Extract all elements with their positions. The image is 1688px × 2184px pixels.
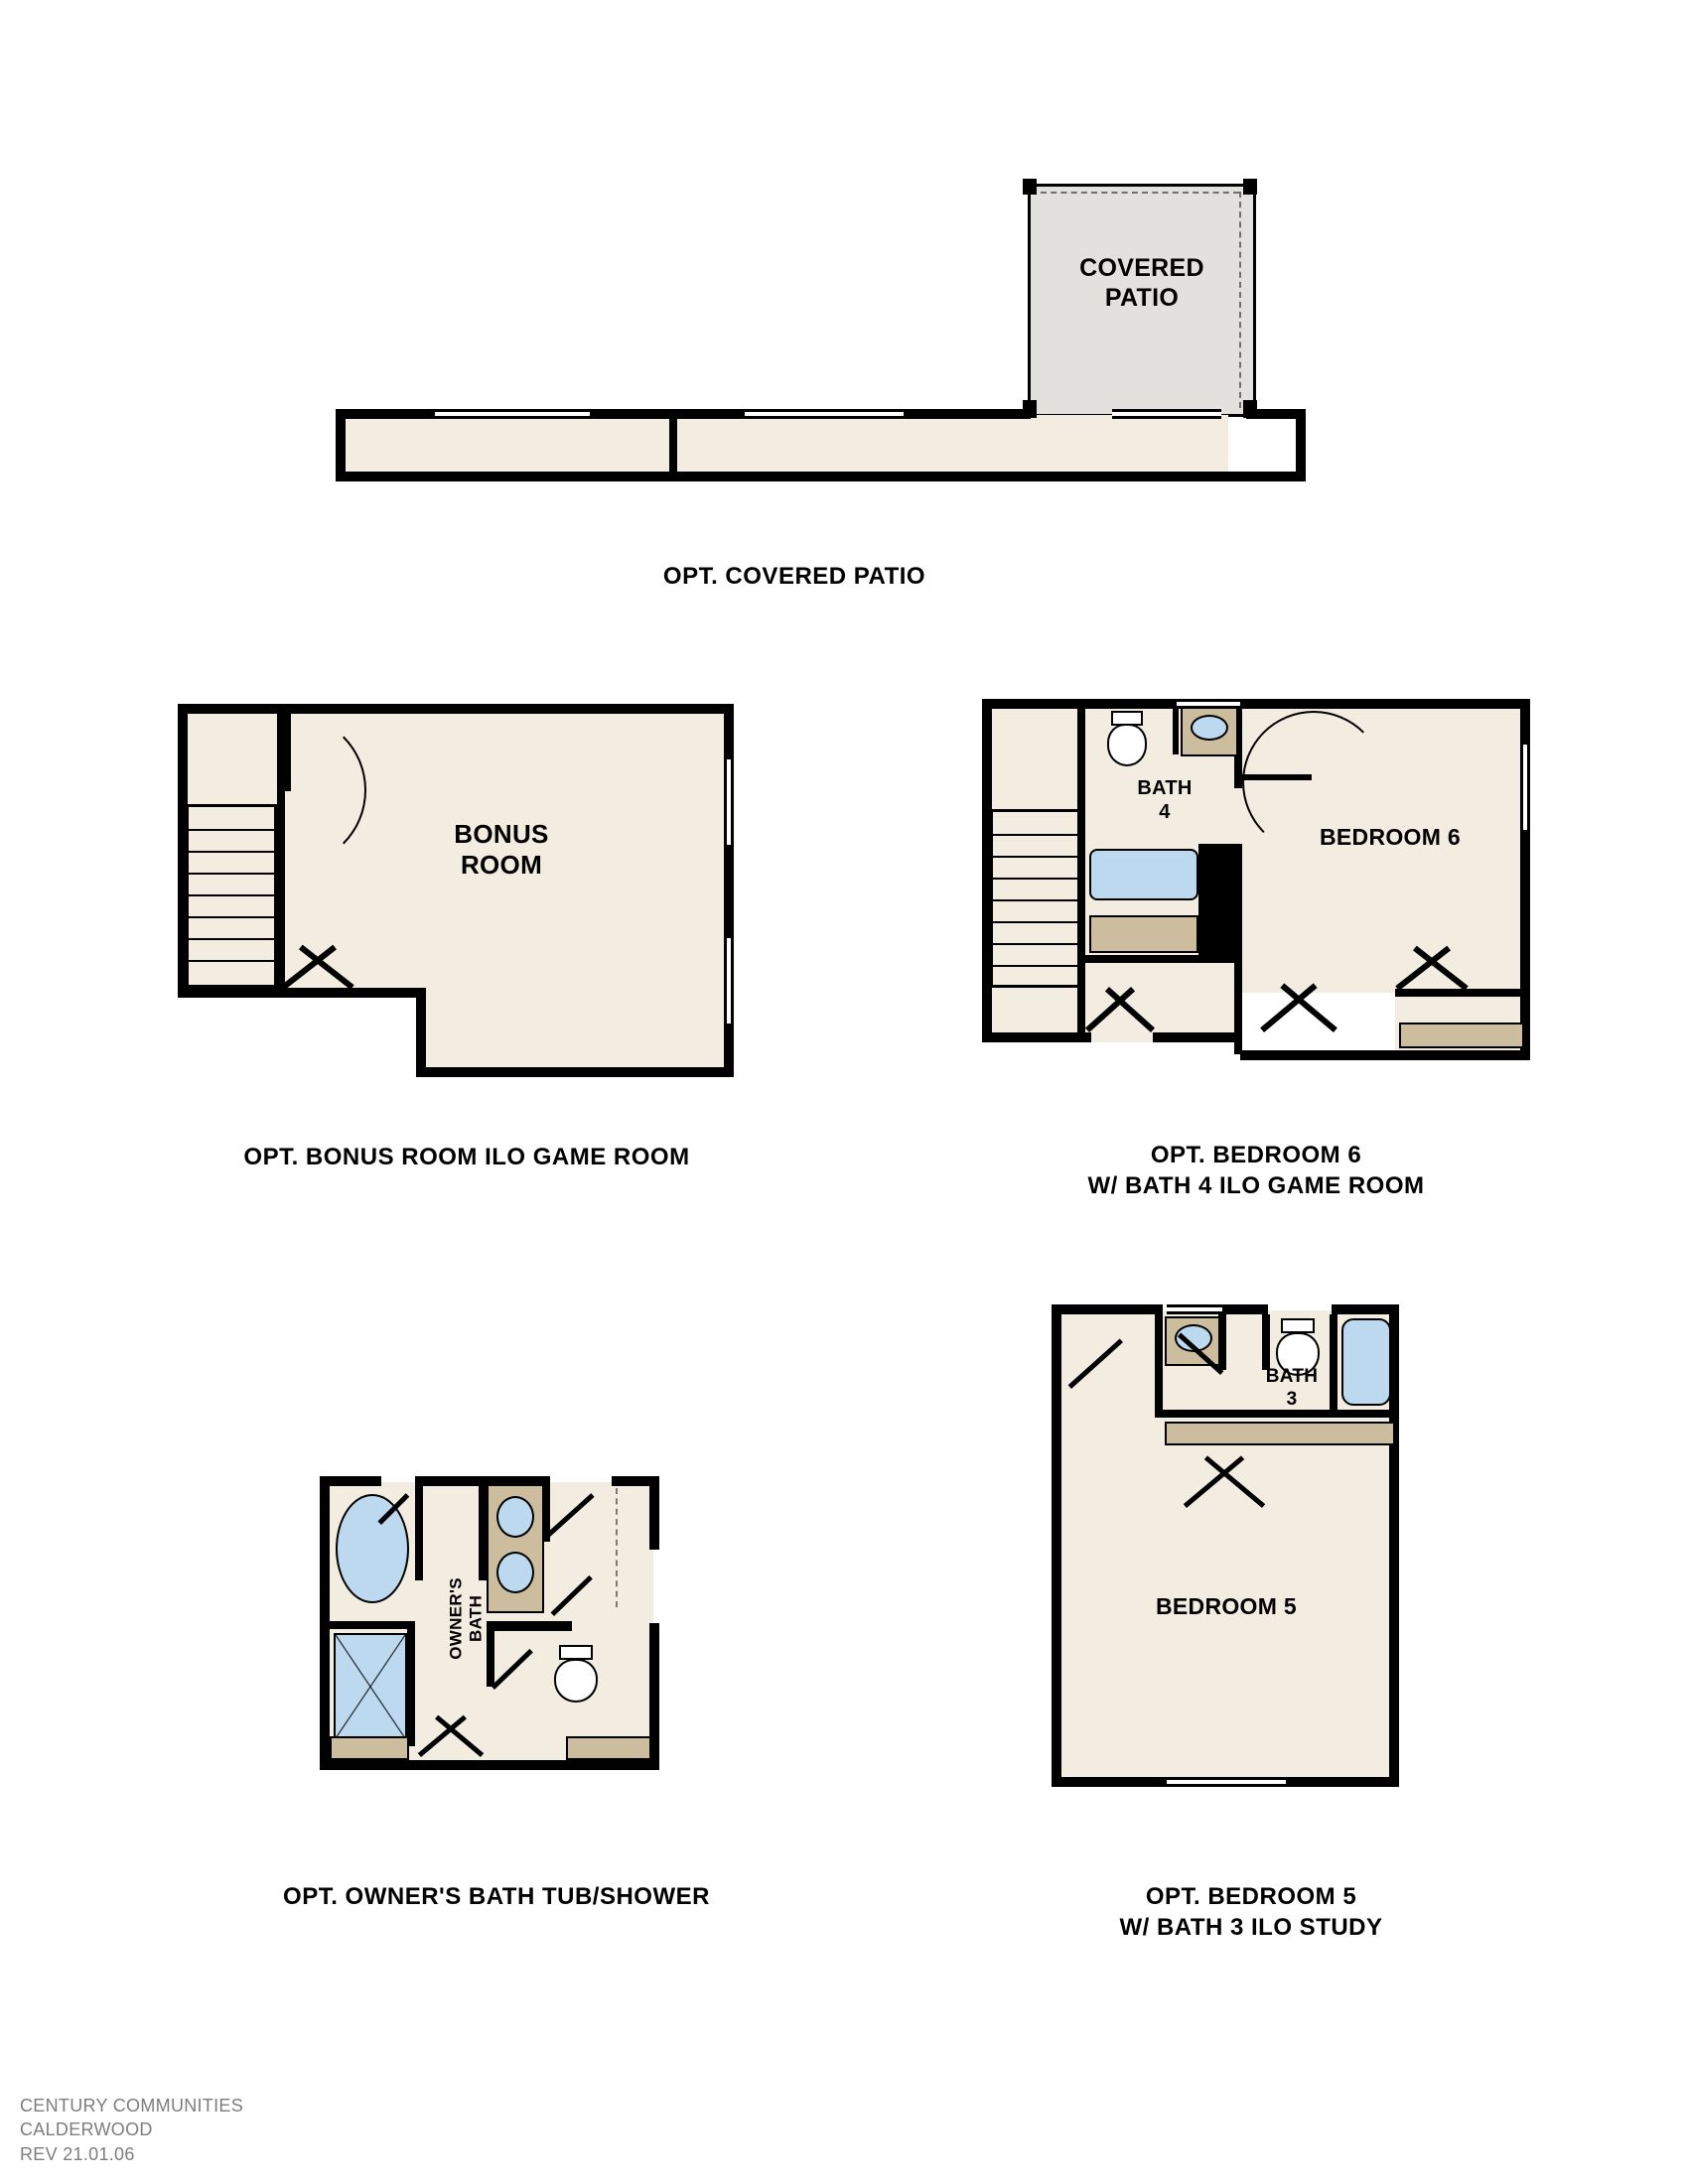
covered-patio-label: COVERED PATIO xyxy=(1079,254,1204,312)
footer-line-1: CENTURY COMMUNITIES xyxy=(20,2096,244,2116)
wall-right xyxy=(1296,409,1306,481)
wall-left xyxy=(178,704,188,998)
footer-line-3: REV 21.01.06 xyxy=(20,2143,135,2164)
patio-post-left-base xyxy=(1023,400,1037,418)
window-left-b xyxy=(512,409,590,419)
door-bedroom-6 xyxy=(1264,973,1383,1032)
plan-covered-patio xyxy=(328,174,1251,491)
wall-wc-divider xyxy=(487,1621,572,1631)
window-bath-4-top xyxy=(1177,699,1240,709)
linen-bath-4 xyxy=(1089,915,1198,953)
owners-sink-2 xyxy=(496,1552,534,1593)
window-left-a xyxy=(435,409,512,419)
plan-bonus-room xyxy=(174,700,750,1097)
stairs xyxy=(990,809,1081,988)
closet-dash xyxy=(616,1488,618,1607)
wall-bedroom-left-lower xyxy=(1234,955,1242,1054)
caption-bonus-room: OPT. BONUS ROOM ILO GAME ROOM xyxy=(243,1144,690,1170)
plan-bedroom-5 xyxy=(1048,1300,1425,1807)
caption-owners-bath: OPT. OWNER'S BATH TUB/SHOWER xyxy=(283,1883,710,1910)
window-bedroom-6 xyxy=(1520,745,1530,830)
wall-step-vert xyxy=(416,988,426,1077)
window-bedroom-5-bottom xyxy=(1167,1777,1286,1787)
wall-bath-tub-divider xyxy=(1173,705,1179,754)
wall-wc-left xyxy=(487,1631,494,1687)
wall-top-left xyxy=(1052,1304,1163,1314)
bedroom-6-label: BEDROOM 6 xyxy=(1320,824,1461,850)
slider-mid-b xyxy=(824,409,904,419)
wall-top xyxy=(178,704,734,714)
caption-bedroom-6: OPT. BEDROOM 6 W/ BATH 4 ILO GAME ROOM xyxy=(1087,1142,1425,1200)
door-bath-3 xyxy=(1163,1320,1222,1376)
tub-bath-4 xyxy=(1089,849,1198,900)
door-entry-double xyxy=(421,1703,530,1758)
bottom-counter-right xyxy=(566,1736,651,1760)
door-linen xyxy=(554,1570,608,1617)
wall-bottom xyxy=(416,1067,734,1077)
wall-left xyxy=(1052,1304,1061,1787)
wall-closet-bottom xyxy=(1240,1050,1530,1060)
column xyxy=(1198,844,1242,955)
bath-3-label: BATH 3 xyxy=(1265,1366,1319,1410)
bonus-room-label: BONUS ROOM xyxy=(454,819,549,881)
sink-bath-4 xyxy=(1191,715,1228,741)
caption-bedroom-5: OPT. BEDROOM 5 W/ BATH 3 ILO STUDY xyxy=(1119,1883,1383,1942)
wall-bottom-left xyxy=(982,1032,1091,1042)
door-bonus-entry xyxy=(285,714,362,791)
wall-right xyxy=(1520,699,1530,997)
caption-covered-patio: OPT. COVERED PATIO xyxy=(662,563,926,590)
bottom-counter-left xyxy=(330,1736,409,1760)
wall-bottom xyxy=(336,472,1306,481)
window-bath-3-top xyxy=(1167,1304,1222,1314)
wall-left xyxy=(336,409,346,481)
door-closet xyxy=(1399,937,1518,991)
wall-top-mid xyxy=(1222,1304,1268,1314)
door-landing xyxy=(285,934,416,990)
window-right-upper xyxy=(724,759,734,845)
shower-bath-3 xyxy=(1341,1318,1391,1406)
door-wc xyxy=(494,1643,548,1691)
wall-bath-divider-2 xyxy=(1262,1314,1270,1370)
wall-shower-top xyxy=(330,1621,415,1629)
slider-mid-a xyxy=(745,409,824,419)
wall-top xyxy=(982,699,1530,709)
patio-post-left xyxy=(1023,179,1037,195)
patio-edge-dash xyxy=(1041,192,1239,194)
wall-right-upper xyxy=(649,1476,659,1550)
wall-left xyxy=(982,699,992,1042)
wall-bath-left xyxy=(1155,1314,1163,1418)
bonus-room-floor-lower xyxy=(417,988,730,1077)
wall-bath-bottom xyxy=(1085,955,1242,963)
patio-door xyxy=(1112,409,1221,419)
bedroom-5-label: BEDROOM 5 xyxy=(1156,1593,1297,1619)
plan-owners-bath xyxy=(318,1474,675,1802)
plan-bedroom-6 xyxy=(978,695,1534,1092)
owners-toilet xyxy=(552,1645,600,1703)
closet-shelf xyxy=(1165,1422,1395,1445)
sheet-footer xyxy=(20,2094,243,2166)
door-landing-double xyxy=(1089,973,1153,1032)
wall-bottom-mid xyxy=(1153,1032,1242,1042)
owners-shower xyxy=(334,1633,407,1740)
wall-hall-divider xyxy=(1077,699,1085,1042)
patio-post-right-base xyxy=(1243,400,1257,418)
window-right-lower xyxy=(724,938,734,1024)
door-bath-4 xyxy=(1242,711,1312,780)
wall-bottom xyxy=(320,1760,659,1770)
door-top-right xyxy=(550,1486,610,1538)
closet-shelf xyxy=(1399,1023,1524,1048)
wall-left xyxy=(320,1476,330,1770)
toilet-bath-4 xyxy=(1105,711,1149,766)
door-top-left xyxy=(381,1486,421,1526)
house-interior-right xyxy=(677,415,1228,477)
wall-shower-right xyxy=(407,1621,415,1746)
door-hall xyxy=(1071,1326,1141,1390)
door-closet-double xyxy=(1187,1449,1326,1509)
owners-sink-1 xyxy=(496,1496,534,1538)
house-interior-left xyxy=(342,415,669,477)
wall-partition xyxy=(669,409,677,481)
bath-4-label: BATH 4 xyxy=(1137,777,1193,823)
footer-line-2: CALDERWOOD xyxy=(20,2119,153,2140)
patio-post-right xyxy=(1243,179,1257,195)
owners-bath-label: OWNER'S BATH xyxy=(446,1577,486,1660)
